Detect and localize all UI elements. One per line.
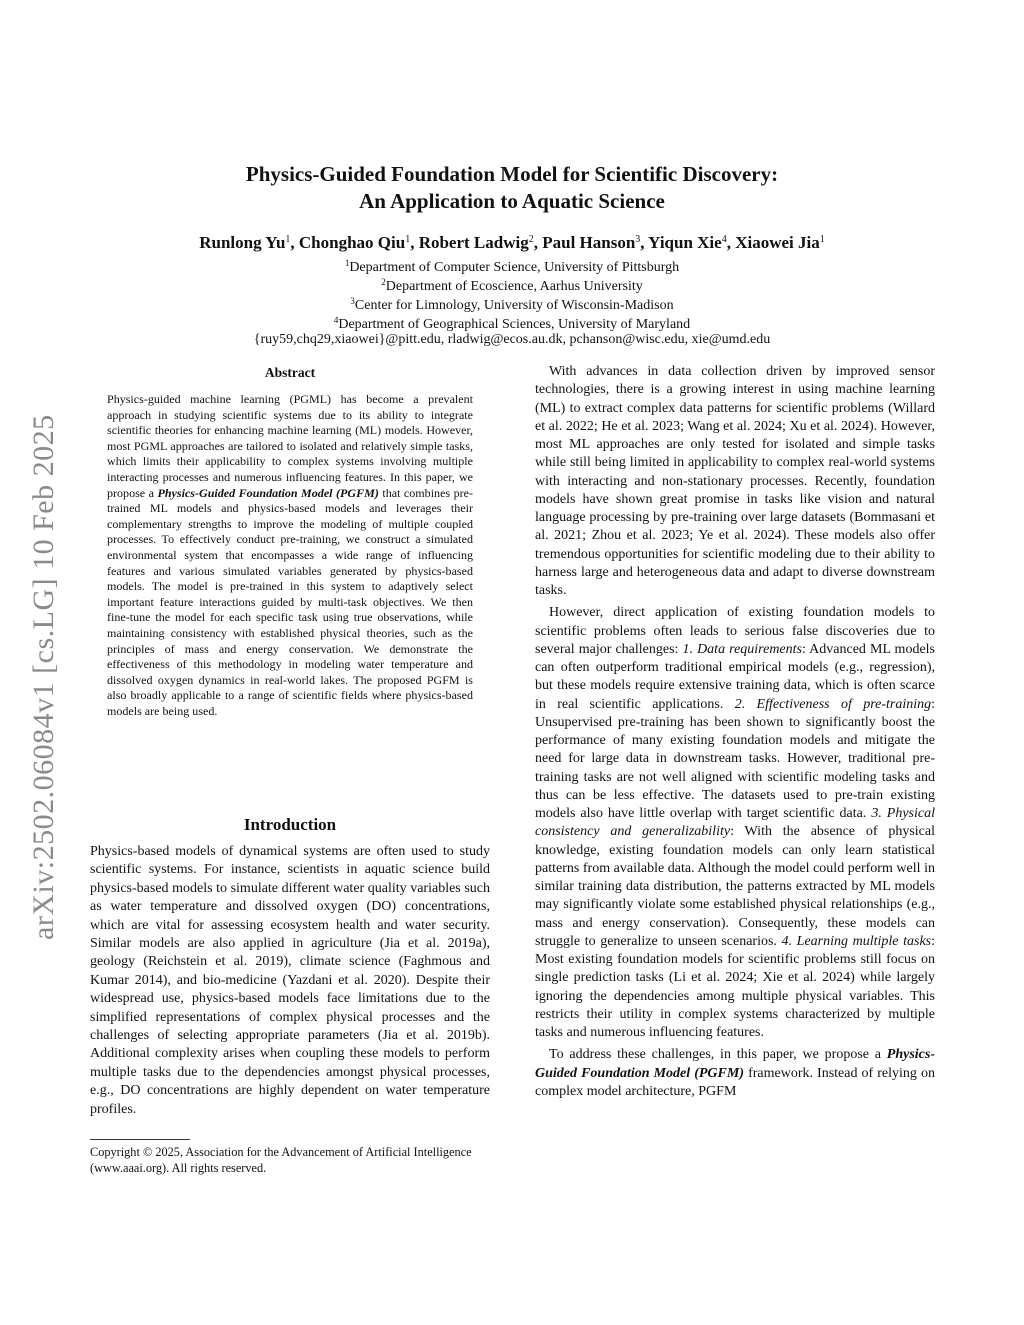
copyright-footnote: Copyright © 2025, Association for the Advancement of Artificial Intelligence (www.aaai.org). All rights reserved.: [90, 1145, 472, 1175]
body-paragraph: With advances in data collection driven by improved sensor technologies, there is a growing interest in using machine learning (ML) to extract complex data patterns for scientific problems (Willard et al. 2022; He et al. 2023; Wang et al. 2024; Xu et al. 2024). However, most ML approaches are only tested for isolated and simple tasks while still being limited in applicability to complex real-world systems with interacting and non-stationary processes. Recently, foundation models have shown great promise in tasks like vision and natural language processing by pre-training over large datasets (Bommasani et al. 2021; Zhou et al. 2023; Ye et al. 2024). These models also offer tremendous opportunities for scientific modeling due to their ability to harness large and heterogeneous data and adapt to diverse downstream tasks.: [535, 364, 935, 598]
challenge-label: 2. Effectiveness of pre-training: [734, 696, 932, 712]
affiliation-line: [112, 273, 912, 292]
body-text: : Advanced ML models can often outperform traditional empirical models (e.g., regression), but these models require extensive training data, which is often scarce in real scientific applications.: [535, 641, 935, 712]
abstract-text: Physics-guided machine learning (PGML) has become a prevalent approach in studying scientific systems due to its ability to integrate scientific theories for enhancing machine learning (ML) models. However, most PGML approaches are tailored to isolated and relatively simple tasks, which limits their applicability to complex systems involving multiple interacting processes and numerous influencing features. In this paper, we propose a: [107, 392, 473, 500]
introduction-paragraph: Physics-based models of dynamical systems are often used to study scientific systems. For instance, scientists in aquatic science build physics-based models to simulate different water quality variables such as water temperature and dissolved oxygen (DO) concentrations, which are vital for assessing ecosystem health and water security. Similar models are also applied in agriculture (Jia et al. 2019a), geology (Reichstein et al. 2019), climate science (Faghmous and Kumar 2014), and bio-medicine (Yazdani et al. 2020). Despite their widespread use, physics-based models face limitations due to the simplified representations of complex physical processes and the challenges of selecting appropriate parameters (Jia et al. 2019b). Additional complexity arises when coupling these models to perform multiple tasks due to the dependencies amongst physical processes, e.g., DO concentrations are highly dependent on water temperature profiles.: [90, 844, 490, 1117]
affiliation-number: 1: [344, 258, 350, 268]
right-column: [535, 363, 935, 1101]
body-text: framework. Instead of relying on complex model architecture, PGFM: [535, 1065, 935, 1099]
body-paragraph: [535, 1046, 935, 1101]
author-emails: {ruy59,chq29,xiaowei}@pitt.edu, rladwig@ecos.au.dk, pchanson@wisc.edu, xie@umd.edu: [253, 332, 771, 347]
paper-title-line-1: Physics-Guided Foundation Model for Scientific Discovery:: [245, 162, 779, 186]
affiliation-number: 2: [381, 277, 386, 287]
challenge-label: 4. Learning multiple tasks: [781, 933, 932, 949]
author-affiliation-mark: 4: [721, 234, 727, 245]
author-affiliation-mark: 1: [819, 234, 825, 245]
challenge-label: 1. Data requirements: [682, 641, 802, 657]
body-text: To address these challenges, in this paper, we propose a: [549, 1047, 887, 1063]
affiliation-text: Center for Limnology, University of Wisconsin-Madison: [354, 298, 674, 313]
challenge-label: 3. Physical consistency and generalizability: [535, 806, 935, 840]
author-name: Yiqun Xie: [648, 233, 722, 252]
footnote-rule: [90, 1139, 190, 1140]
affiliation-line: [112, 311, 912, 330]
author-list: Runlong Yu$^1$, Chonghao Qiu$^1$, Robert Ladwig$^2$, Paul Hanson$^3$, Yiqun Xie$^4$, Xiaowei Jia$^1$: [199, 233, 825, 252]
author-name: Xiaowei Jia: [735, 233, 820, 252]
body-model-term: Physics-Guided Foundation Model (PGFM): [535, 1047, 935, 1081]
author-affiliation-mark: 1: [405, 234, 411, 245]
abstract-body: [107, 392, 473, 719]
affiliation-line: [112, 292, 912, 311]
introduction-heading: Introduction: [243, 815, 337, 834]
author-name: Runlong Yu: [199, 233, 286, 252]
author-affiliation-mark: 1: [285, 234, 291, 245]
paper-title-line-2: An Application to Aquatic Science: [359, 189, 665, 213]
arxiv-identifier: arXiv:2502.06084v1 [cs.LG] 10 Feb 2025: [27, 414, 60, 940]
author-affiliation-mark: 3: [635, 234, 641, 245]
affiliation-number: 3: [350, 296, 355, 306]
body-paragraph: [535, 604, 935, 1042]
affiliation-number: 4: [333, 315, 339, 325]
affiliation-text: Department of Ecoscience, Aarhus University: [385, 279, 643, 294]
abstract-model-term: Physics-Guided Foundation Model (PGFM): [157, 485, 379, 500]
author-name: Paul Hanson: [542, 233, 636, 252]
body-text: However, direct application of existing foundation models to scientific problems often leads to serious false discoveries due to several major challenges:: [535, 605, 935, 657]
affiliation-line: [112, 254, 912, 273]
abstract-text: that combines pre-trained ML models and physics-based models and leverages their complementary strengths to improve the modeling of multiple coupled processes. To effectively conduct pre-training, we construct a simulated environmental system that encompasses a wide range of influencing features and various simulated variables generated by physics-based models. The model is pre-trained in this system to adaptively select important feature interactions guided by multi-task objectives. We then fine-tune the model for each specific task using true observations, while maintaining consistency with established physical theories, such as the principles of mass and energy conservation. We demonstrate the effectiveness of this methodology in modeling water temperature and dissolved oxygen dynamics in real-world lakes. The proposed PGFM is also broadly applicable to a range of scientific fields where physics-based models are being used.: [107, 485, 473, 718]
body-text: : Most existing foundation models for scientific problems still focus on single prediction tasks (Li et al. 2024; Xie et al. 2024) while largely ignoring the dependencies among multiple physical variables. This restricts their utility in complex systems characterized by multiple tasks and numerous influencing features.: [535, 933, 935, 1040]
affiliation-list: [112, 254, 912, 349]
body-text: : With the absence of physical knowledge, existing foundation models can only learn statistical patterns from available data. Although the model could perform well in similar training data distribution, the patterns extracted by ML models may significantly violate some established physical relationships (e.g., mass and energy conservation). Consequently, these models can struggle to generalize to unseen scenarios.: [535, 824, 935, 949]
author-affiliation-mark: 2: [528, 234, 534, 245]
abstract-heading: Abstract: [264, 365, 316, 380]
body-text: : Unsupervised pre-training has been shown to significantly boost the performance of many existing foundation models and mitigate the need for large data in downstream tasks. However, traditional pre-training tasks are not well aligned with scientific modeling tasks and thus can be less effective. The datasets used to pre-train existing models also have little overlap with target scientific data.: [535, 696, 936, 821]
author-name: Robert Ladwig: [418, 233, 529, 252]
affiliation-text: Department of Computer Science, University of Pittsburgh: [349, 260, 680, 275]
affiliation-text: Department of Geographical Sciences, University of Maryland: [338, 317, 691, 332]
author-name: Chonghao Qiu: [298, 233, 406, 252]
